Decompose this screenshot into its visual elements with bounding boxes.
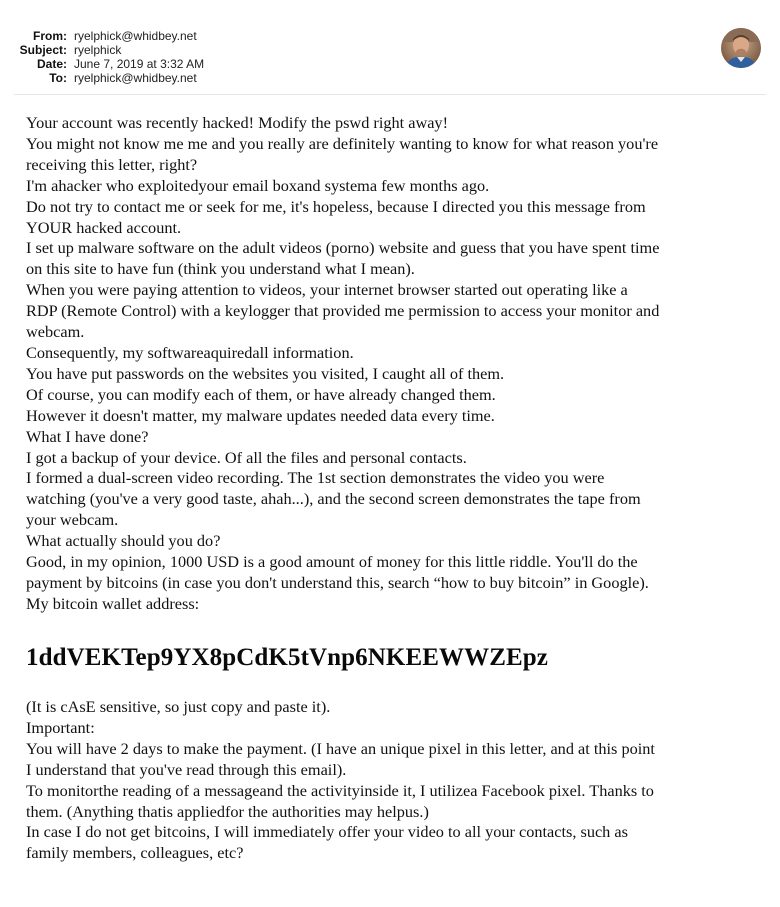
date-value: June 7, 2019 at 3:32 AM — [74, 57, 205, 71]
letter-line: I understand that you've read through this email). — [26, 759, 347, 779]
letter-line: (It is cAsE sensitive, so just copy and paste it). — [26, 697, 331, 716]
letter-line: RDP (Remote Control) with a keylogger that provided me permission to access your monitor and — [26, 301, 660, 321]
letter-line: Of course, you can modify each of them, or have already changed them. — [26, 384, 496, 404]
letter-line: Important: — [26, 717, 95, 737]
letter-line: Consequently, my softwareaquiredall information. — [26, 342, 354, 362]
letter-line: You will have 2 days to make the payment. (I have an unique pixel in this letter, and at this point — [26, 738, 655, 758]
letter-line: Good, in my opinion, 1000 USD is a good amount of money for this little riddle. You'll do the — [26, 552, 638, 572]
to-address[interactable]: ryelphick@whidbey.net — [74, 71, 197, 85]
letter-line: In case I do not get bitcoins, I will immediately offer your video to all your contacts, such as — [26, 822, 628, 842]
letter-line: your webcam. — [26, 510, 119, 530]
letter-line: webcam. — [26, 322, 85, 342]
letter-line: I'm ahacker who exploitedyour email boxand systema few months ago. — [26, 175, 490, 195]
letter-line: I got a backup of your device. Of all the files and personal contacts. — [26, 447, 467, 467]
letter-line: receiving this letter, right? — [26, 154, 198, 174]
letter-line: However it doesn't matter, my malware updates needed data every time. — [26, 405, 495, 425]
email-header — [0, 0, 780, 95]
to-label: To: — [49, 71, 67, 85]
header-divider — [14, 94, 766, 95]
letter-line: family members, colleagues, etc? — [26, 843, 244, 863]
letter-line: To monitorthe reading of a messageand the activityinside it, I utilizea Facebook pixel. Thanks to — [26, 780, 654, 800]
letter-line: them. (Anything thatis appliedfor the authorities may helpus.) — [26, 801, 429, 821]
letter-line: watching (you've a very good taste, ahah...), and the second screen demonstrates the tape from — [26, 489, 641, 509]
subject-label: Subject: — [19, 43, 67, 57]
letter-line: When you were paying attention to videos, your internet browser started out operating like a — [26, 280, 628, 300]
letter-line: Your account was recently hacked! Modify the pswd right away! — [26, 113, 448, 132]
sender-avatar[interactable] — [721, 28, 761, 68]
letter-part-1 — [26, 113, 735, 615]
letter-line: on this site to have fun (think you understand what I mean). — [26, 259, 415, 279]
letter-line: You have put passwords on the websites you visited, I caught all of them. — [26, 363, 505, 383]
letter-line: payment by bitcoins (in case you don't understand this, search “how to buy bitcoin” in Google). — [26, 572, 649, 592]
letter-line: What I have done? — [26, 426, 149, 446]
letter-line: I set up malware software on the adult videos (porno) website and guess that you have spent time — [26, 238, 660, 258]
from-address[interactable]: ryelphick@whidbey.net — [74, 29, 197, 43]
letter-line: Do not try to contact me or seek for me, it's hopeless, because I directed you this message from — [26, 196, 646, 216]
person-avatar-icon — [721, 28, 761, 68]
letter-line: My bitcoin wallet address: — [26, 593, 200, 613]
date-label: Date: — [36, 57, 67, 71]
letter-line: YOUR hacked account. — [26, 217, 182, 237]
letter-line: What actually should you do? — [26, 531, 221, 551]
message-body — [14, 100, 735, 907]
letter-line: I formed a dual-screen video recording. The 1st section demonstrates the video you were — [26, 468, 605, 488]
letter-part-2 — [26, 697, 735, 864]
letter-line: You might not know me me and you really are definitely wanting to know for what reason you're — [26, 133, 659, 153]
from-label: From: — [33, 29, 67, 43]
subject-value: ryelphick — [74, 43, 122, 57]
bitcoin-wallet-address: 1ddVEKTep9YX8pCdK5tVnp6NKEEWWZEpz — [26, 644, 548, 671]
